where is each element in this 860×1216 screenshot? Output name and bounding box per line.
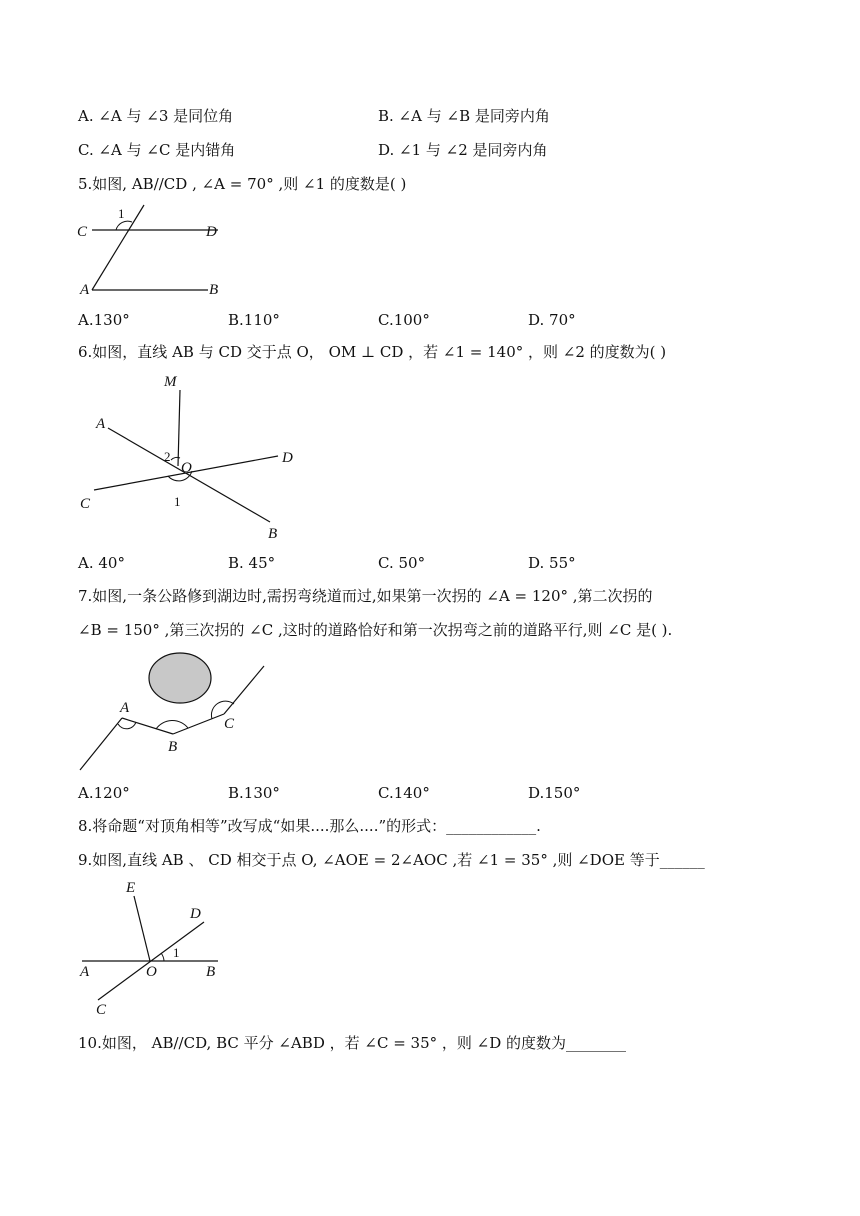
q5-label-1: 1 — [118, 206, 125, 221]
q7-option-d: D.150° — [528, 784, 581, 802]
q9-label-1: 1 — [173, 945, 180, 960]
q6-label-a: A — [96, 416, 106, 432]
q6-option-c: C. 50° — [378, 554, 426, 572]
q10-text: 10.如图， AB//CD, BC 平分 ∠ABD ，若 ∠C = 35° ，则 ∠D 的度数为________ — [78, 1034, 627, 1052]
q6-label-m: M — [164, 374, 177, 390]
q9-text: 9.如图,直线 AB 、 CD 相交于点 O, ∠AOE = 2∠AOC ,若 ∠1 = 35° ,则 ∠DOE 等于______ — [78, 851, 705, 869]
q6-text: 6.如图，直线 AB 与 CD 交于点 O， OM ⊥ CD ，若 ∠1 = 140° ，则 ∠2 的度数为( ) — [78, 343, 667, 361]
q7-option-c: C.140° — [378, 784, 430, 802]
q9-label-b: B — [206, 964, 216, 980]
q6-label-d: D — [282, 450, 293, 466]
q5-label-b: B — [209, 282, 219, 298]
q7-label-b: B — [168, 739, 178, 755]
q5-option-a: A.130° — [78, 311, 130, 329]
q4-option-b: B. ∠A 与 ∠B 是同旁内角 — [378, 107, 550, 125]
q5-figure — [78, 200, 238, 300]
q6-label-o: O — [181, 460, 192, 476]
q6-option-d: D. 55° — [528, 554, 576, 572]
q9-label-d: D — [190, 906, 201, 922]
q8-text: 8.将命题“对顶角相等”改写成“如果....那么....”的形式：____________. — [78, 817, 541, 835]
q9-label-o: O — [146, 964, 157, 980]
q7-text-line1: 7.如图,一条公路修到湖边时,需拐弯绕道而过,如果第一次拐的 ∠A = 120° ,第二次拐的 — [78, 587, 653, 605]
q5-label-c: C — [77, 224, 88, 240]
q9-figure — [78, 876, 228, 1018]
q6-option-b: B. 45° — [228, 554, 276, 572]
q6-option-a: A. 40° — [78, 554, 125, 572]
q7-option-a: A.120° — [78, 784, 130, 802]
q5-option-c: C.100° — [378, 311, 430, 329]
q9-label-e: E — [126, 880, 136, 896]
q5-text: 5.如图, AB//CD , ∠A = 70° ,则 ∠1 的度数是( ) — [78, 175, 407, 193]
q5-label-d: D — [206, 224, 217, 240]
q7-figure — [78, 650, 278, 774]
q9-label-c: C — [96, 1002, 107, 1018]
q6-label-b: B — [268, 526, 278, 542]
q4-option-c: C. ∠A 与 ∠C 是内错角 — [78, 141, 236, 159]
q6-label-1: 1 — [174, 494, 181, 509]
q4-option-a: A. ∠A 与 ∠3 是同位角 — [78, 107, 234, 125]
q7-label-c: C — [224, 716, 235, 732]
q6-label-c: C — [80, 496, 91, 512]
q7-label-a: A — [120, 700, 130, 716]
q5-label-a: A — [80, 282, 90, 298]
q6-figure — [78, 372, 318, 544]
q7-option-b: B.130° — [228, 784, 280, 802]
q5-option-b: B.110° — [228, 311, 280, 329]
q6-label-2: 2 — [164, 449, 171, 464]
q7-text-line2: ∠B = 150° ,第三次拐的 ∠C ,这时的道路恰好和第一次拐弯之前的道路平行,则 ∠C 是( ). — [78, 621, 673, 639]
q9-label-a: A — [80, 964, 90, 980]
q5-option-d: D. 70° — [528, 311, 576, 329]
q4-option-d: D. ∠1 与 ∠2 是同旁内角 — [378, 141, 548, 159]
